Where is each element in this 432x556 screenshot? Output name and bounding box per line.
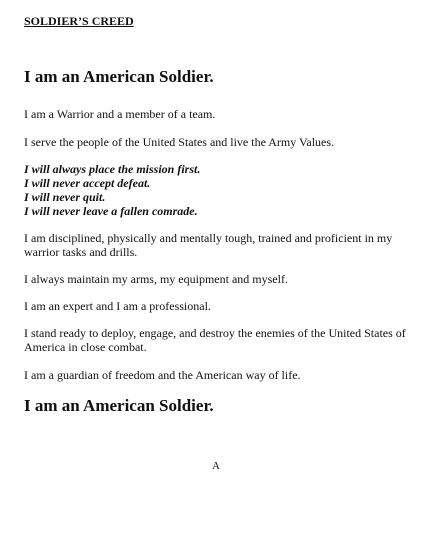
warrior-ethos-line: I will never leave a fallen comrade. — [24, 204, 198, 218]
paragraph-warrior: I am a Warrior and a member of a team. — [24, 107, 216, 121]
document-title: SOLDIER’S CREED — [24, 14, 134, 28]
paragraph-expert: I am an expert and I am a professional. — [24, 299, 211, 313]
paragraph-maintain: I always maintain my arms, my equipment and myself. — [24, 272, 288, 286]
creed-heading-top: I am an American Soldier. — [24, 67, 214, 86]
warrior-ethos-line: I will always place the mission first. — [24, 162, 201, 176]
paragraph-guardian: I am a guardian of freedom and the American way of life. — [24, 368, 301, 382]
paragraph-ready: I stand ready to deploy, engage, and destroy the enemies of the United States of America in close combat. — [24, 326, 406, 354]
page-marker: A — [212, 460, 220, 472]
paragraph-disciplined: I am disciplined, physically and mentally tough, trained and proficient in my warrior tasks and drills. — [24, 231, 393, 259]
paragraph-serve: I serve the people of the United States and live the Army Values. — [24, 135, 335, 149]
warrior-ethos-line: I will never accept defeat. — [24, 176, 151, 190]
warrior-ethos-block — [24, 162, 412, 218]
creed-heading-bottom: I am an American Soldier. — [24, 396, 214, 415]
warrior-ethos-line: I will never quit. — [24, 190, 106, 204]
